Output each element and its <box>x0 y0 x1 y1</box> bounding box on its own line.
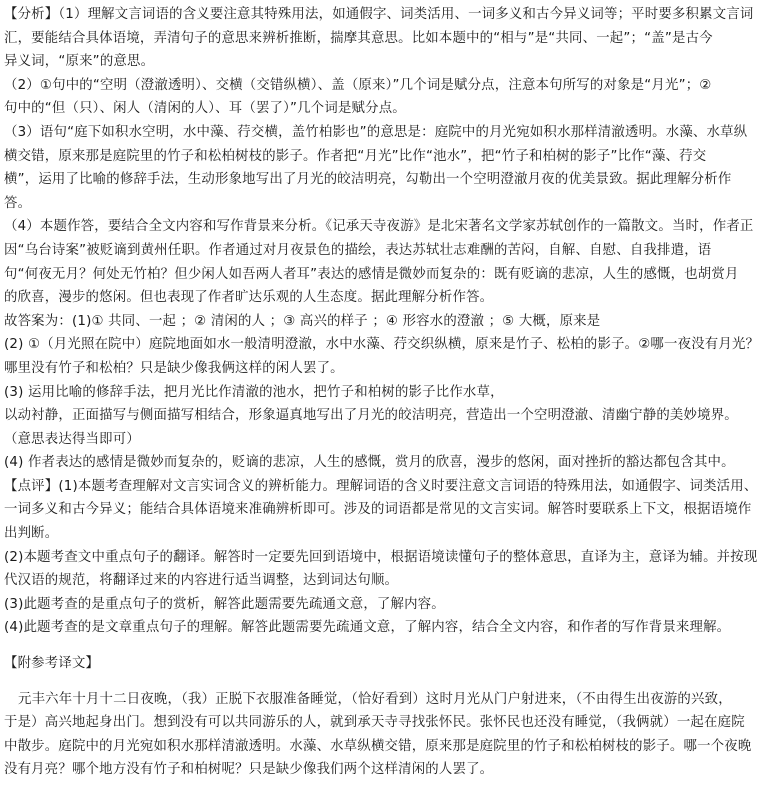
analysis-line: 横交错，原来那是庭院里的竹子和松柏树枝的影子。作者把“月光”比作“池水”，把“竹子和柏树的影子”比作“藻、荇交 <box>4 148 707 164</box>
analysis-line: 【分析】（1）理解文言词语的含义要注意其特殊用法，如通假字、词类活用、一词多义和古今异义词等；平时要多积累文言词 <box>4 7 754 22</box>
comment-line: (4)此题考查的是文章重点句子的理解。解答此题需要先疏通文意，了解内容，结合全文内容，和作者的写作背景来理解。 <box>4 620 731 636</box>
translation-line: 元丰六年十月十二日夜晚，（我）正脱下衣服准备睡觉，（恰好看到）这时月光从门户射进来，（不由得生出夜游的兴致， <box>18 691 732 707</box>
section-spacer <box>4 640 776 652</box>
translation-heading: 【附参考译文】 <box>4 656 100 672</box>
analysis-line: 横”，运用了比喻的修辞手法，生动形象地写出了月光的皎洁明亮，勾勒出一个空明澄澈月夜的优美景致。据此理解分析作 <box>4 172 732 188</box>
answer-line: (3) 运用比喻的修辞手法，把月光比作清澈的池水，把竹子和柏树的影子比作水草， <box>4 384 504 400</box>
answer-line: (2) ①（月光照在院中）庭院地面如水一般清明澄澈，水中水藻、荇交织纵横，原来是竹子、松柏的影子。②哪一夜没有月光？ <box>4 337 760 353</box>
translation-section <box>4 652 776 782</box>
comment-line: 代汉语的规范，将翻译过来的内容进行适当调整，达到词达句顺。 <box>4 573 399 589</box>
comment-line: (2)本题考查文中重点句子的翻译。解答时一定要先回到语境中，根据语境读懂句子的整体意思，直译为主，意译为辅。并按现 <box>4 549 758 565</box>
analysis-line: （3）语句“庭下如积水空明，水中藻、荇交横，盖竹柏影也”的意思是：庭院中的月光宛如积水那样清澈透明。水藻、水草纵 <box>4 124 748 140</box>
answer-line: 故答案为：(1)① 共同、一起 ；② 清闲的人 ；③ 高兴的样子 ；④ 形容水的澄澈 ；⑤ 大概，原来是 <box>4 313 601 329</box>
analysis-section <box>4 3 776 640</box>
heading-spacer <box>4 676 776 688</box>
answer-line: 哪里没有竹子和松柏？只是缺少像我俩这样的闲人罢了。 <box>4 360 344 376</box>
translation-line: 没有月亮？哪个地方没有竹子和柏树呢？只是缺少像我们两个这样清闲的人罢了。 <box>4 762 494 778</box>
translation-line: 中散步。庭院中的月光宛如积水那样清澈透明。水藻、水草纵横交错，原来那是庭院里的竹子和松柏树枝的影子。哪一个夜晚 <box>4 738 752 754</box>
answer-line: (4) 作者表达的感情是微妙而复杂的，贬谪的悲凉，人生的感慨，赏月的欣喜，漫步的悠闲，面对挫折的豁达都包含其中。 <box>4 455 735 471</box>
analysis-line: 异义词，“原来”的意思。 <box>4 54 155 70</box>
comment-line: 出判断。 <box>4 526 59 542</box>
translation-line: 于是）高兴地起身出门。想到没有可以共同游乐的人，就到承天寺寻找张怀民。张怀民也还没有睡觉，（我俩就）一起在庭院 <box>4 715 745 731</box>
analysis-line: （2）①句中的“空明（澄澈透明）、交横（交错纵横）、盖（原来）”几个词是赋分点，注意本句所写的对象是“月光”；② <box>4 77 712 93</box>
analysis-line: 的欣喜，漫步的悠闲。但也表现了作者旷达乐观的人生态度。据此理解分析作答。 <box>4 290 494 306</box>
analysis-line: 答。 <box>4 195 32 211</box>
analysis-line: （4）本题作答，要结合全文内容和写作背景来分析。《记承天寺夜游》是北宋著名文学家苏轼创作的一篇散文。当时，作者正 <box>4 219 754 235</box>
analysis-line: 汇，要能结合具体语境，弄清句子的意思来辨析推断，揣摩其意思。比如本题中的“相与”是“共同、一起”；“盖”是古今 <box>4 30 713 46</box>
answer-line: （意思表达得当即可） <box>4 431 140 447</box>
answer-line: 以动衬静，正面描写与侧面描写相结合，形象逼真地写出了月光的皎洁明亮，营造出一个空明澄澈、清幽宁静的美妙境界。 <box>4 408 738 424</box>
comment-line: 【点评】(1)本题考查理解对文言实词含义的辨析能力。理解词语的含义时要注意文言词语的特殊用法，如通假字、词类活用、 <box>4 478 758 494</box>
comment-line: (3)此题考查的是重点句子的赏析，解答此题需要先疏通文意，了解内容。 <box>4 596 445 612</box>
analysis-line: 句“何夜无月？何处无竹柏？但少闲人如吾两人者耳”表达的感情是微妙而复杂的：既有贬谪的悲凉，人生的感慨，也胡赏月 <box>4 266 739 282</box>
analysis-line: 因“乌台诗案”被贬谪到黄州任职。作者通过对月夜景色的描绘，表达苏轼壮志难酬的苦闷，自解、自慰、自我排遣，语 <box>4 242 712 258</box>
comment-line: 一词多义和古今异义；能结合具体语境来准确辨析即可。涉及的词语都是常见的文言实词。解答时要联系上下文，根据语境作 <box>4 502 752 518</box>
analysis-line: 句中的“但（只）、闲人（清闲的人）、耳（罢了）”几个词是赋分点。 <box>4 101 406 117</box>
